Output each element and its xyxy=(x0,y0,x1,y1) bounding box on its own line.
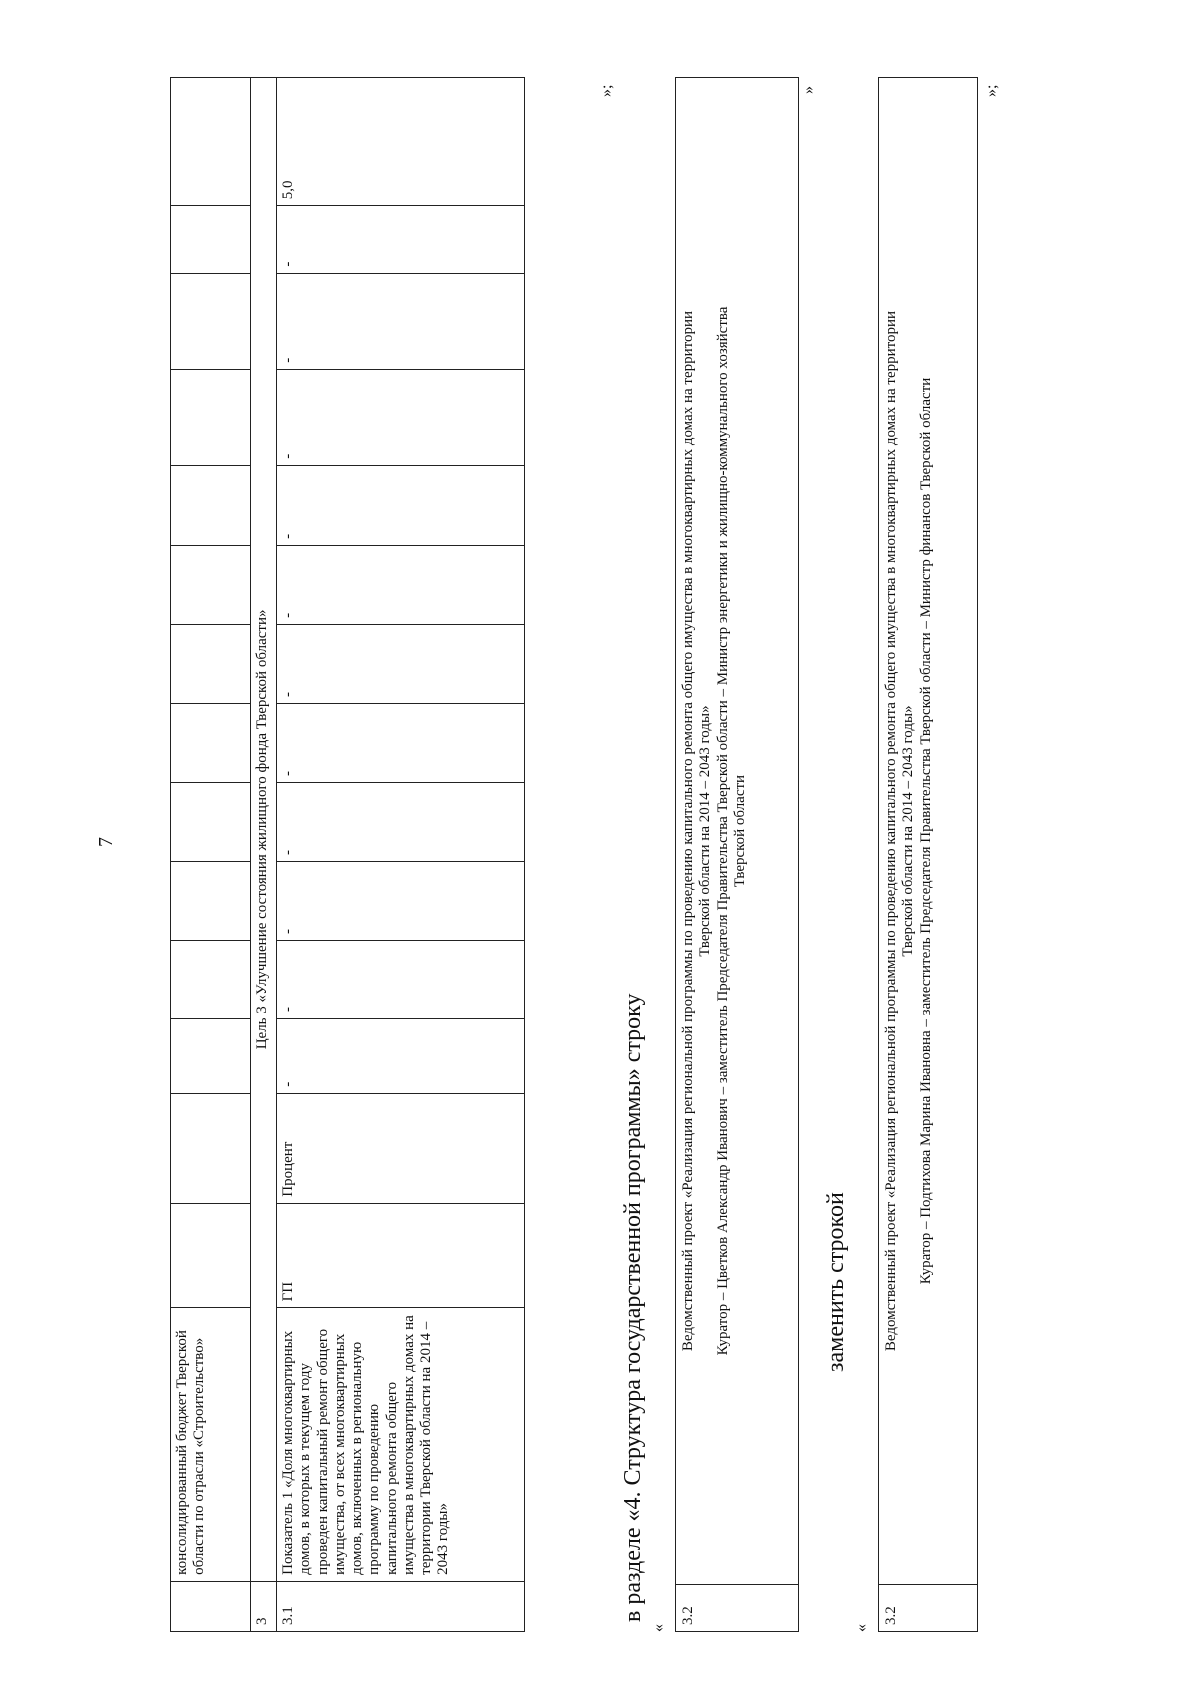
new-closing-quote: »; xyxy=(983,84,1000,97)
year-value: - xyxy=(277,1019,525,1094)
unit-cell xyxy=(171,1093,251,1203)
year-value: - xyxy=(277,465,525,545)
year-value: - xyxy=(277,369,525,465)
row-id: 3.1 xyxy=(277,1581,525,1631)
new-structure-row xyxy=(878,77,978,1632)
year-value: - xyxy=(277,782,525,861)
project-description xyxy=(676,78,799,1585)
open-quote-2: « xyxy=(853,1624,870,1632)
project-title: Ведомственный проект «Реализация региональной программы по проведению капитального ремонта общего имущества в многоквартирных домах на территории xyxy=(883,310,899,1352)
indicator-name: консолидированный бюджет Тверской области по отрасли «Строительство» xyxy=(171,1308,251,1581)
year-value xyxy=(171,941,251,1019)
year-value xyxy=(171,206,251,273)
project-years: Тверской области на 2014 – 2043 годы» xyxy=(697,705,714,957)
curator-line: Куратор – Подтихова Марина Ивановна – заместитель Председателя Правительства Тверской области – Министр финансов Тверской области xyxy=(917,377,934,1285)
indicators-table xyxy=(170,77,525,1632)
goal-heading: Цель 3 «Улучшение состояния жилищного фонда Тверской области» xyxy=(251,78,277,1582)
unit-cell: Процент xyxy=(277,1093,525,1203)
page-number: 7 xyxy=(95,837,117,847)
replace-label: заменить строкой xyxy=(823,1192,849,1372)
target-value xyxy=(171,78,251,206)
table-row xyxy=(277,78,525,1632)
target-value: 5,0 xyxy=(277,78,525,206)
year-value xyxy=(171,545,251,624)
row-id: 3.2 xyxy=(879,1585,978,1632)
row-id: 3 xyxy=(251,1581,277,1631)
year-value xyxy=(171,465,251,545)
table-row xyxy=(251,78,277,1632)
open-quote: « xyxy=(650,1624,667,1632)
indicator-name: Показатель 1 «Доля многоквартирных домов, в которых в текущем году проведен капитальный ремонт общего имущества, от всех многоквартирных домов, включенных в региональную программу по проведению капитального ремонта общего имущества в многоквартирных домах на территории Тверской области на 2014 – 2043 годы» xyxy=(277,1308,525,1581)
row-id: 3.2 xyxy=(676,1585,799,1632)
year-value xyxy=(171,273,251,369)
project-years: Тверской области на 2014 – 2043 годы» xyxy=(900,705,917,957)
project-title: Ведомственный проект «Реализация региональной программы по проведению капитального ремонта общего имущества в многоквартирных домах на территории xyxy=(680,310,696,1352)
table-row xyxy=(676,78,799,1632)
year-value xyxy=(171,624,251,703)
curator-region: Тверской области xyxy=(731,774,748,888)
year-value xyxy=(171,369,251,465)
section-intro: в разделе «4. Структура государственной программы» строку xyxy=(620,993,646,1622)
year-value: - xyxy=(277,624,525,703)
table-row xyxy=(879,78,978,1632)
old-closing-quote: » xyxy=(800,86,817,94)
project-description xyxy=(879,78,978,1585)
source-cell xyxy=(171,1203,251,1308)
source-cell: ГП xyxy=(277,1203,525,1308)
table-row xyxy=(171,78,251,1632)
year-value: - xyxy=(277,273,525,369)
year-value: - xyxy=(277,206,525,273)
year-value xyxy=(171,782,251,861)
year-value: - xyxy=(277,941,525,1019)
old-structure-row xyxy=(675,77,799,1632)
year-value: - xyxy=(277,545,525,624)
year-value: - xyxy=(277,703,525,782)
table-closing-quote: »; xyxy=(598,84,615,97)
year-value: - xyxy=(277,862,525,941)
row-id xyxy=(171,1581,251,1631)
year-value xyxy=(171,703,251,782)
curator-line: Куратор – Цветков Александр Иванович – заместитель Председателя Правительства Тверской области – Министр энергетики и жилищно-коммунального хозяйства xyxy=(714,306,731,1356)
year-value xyxy=(171,1019,251,1094)
year-value xyxy=(171,862,251,941)
